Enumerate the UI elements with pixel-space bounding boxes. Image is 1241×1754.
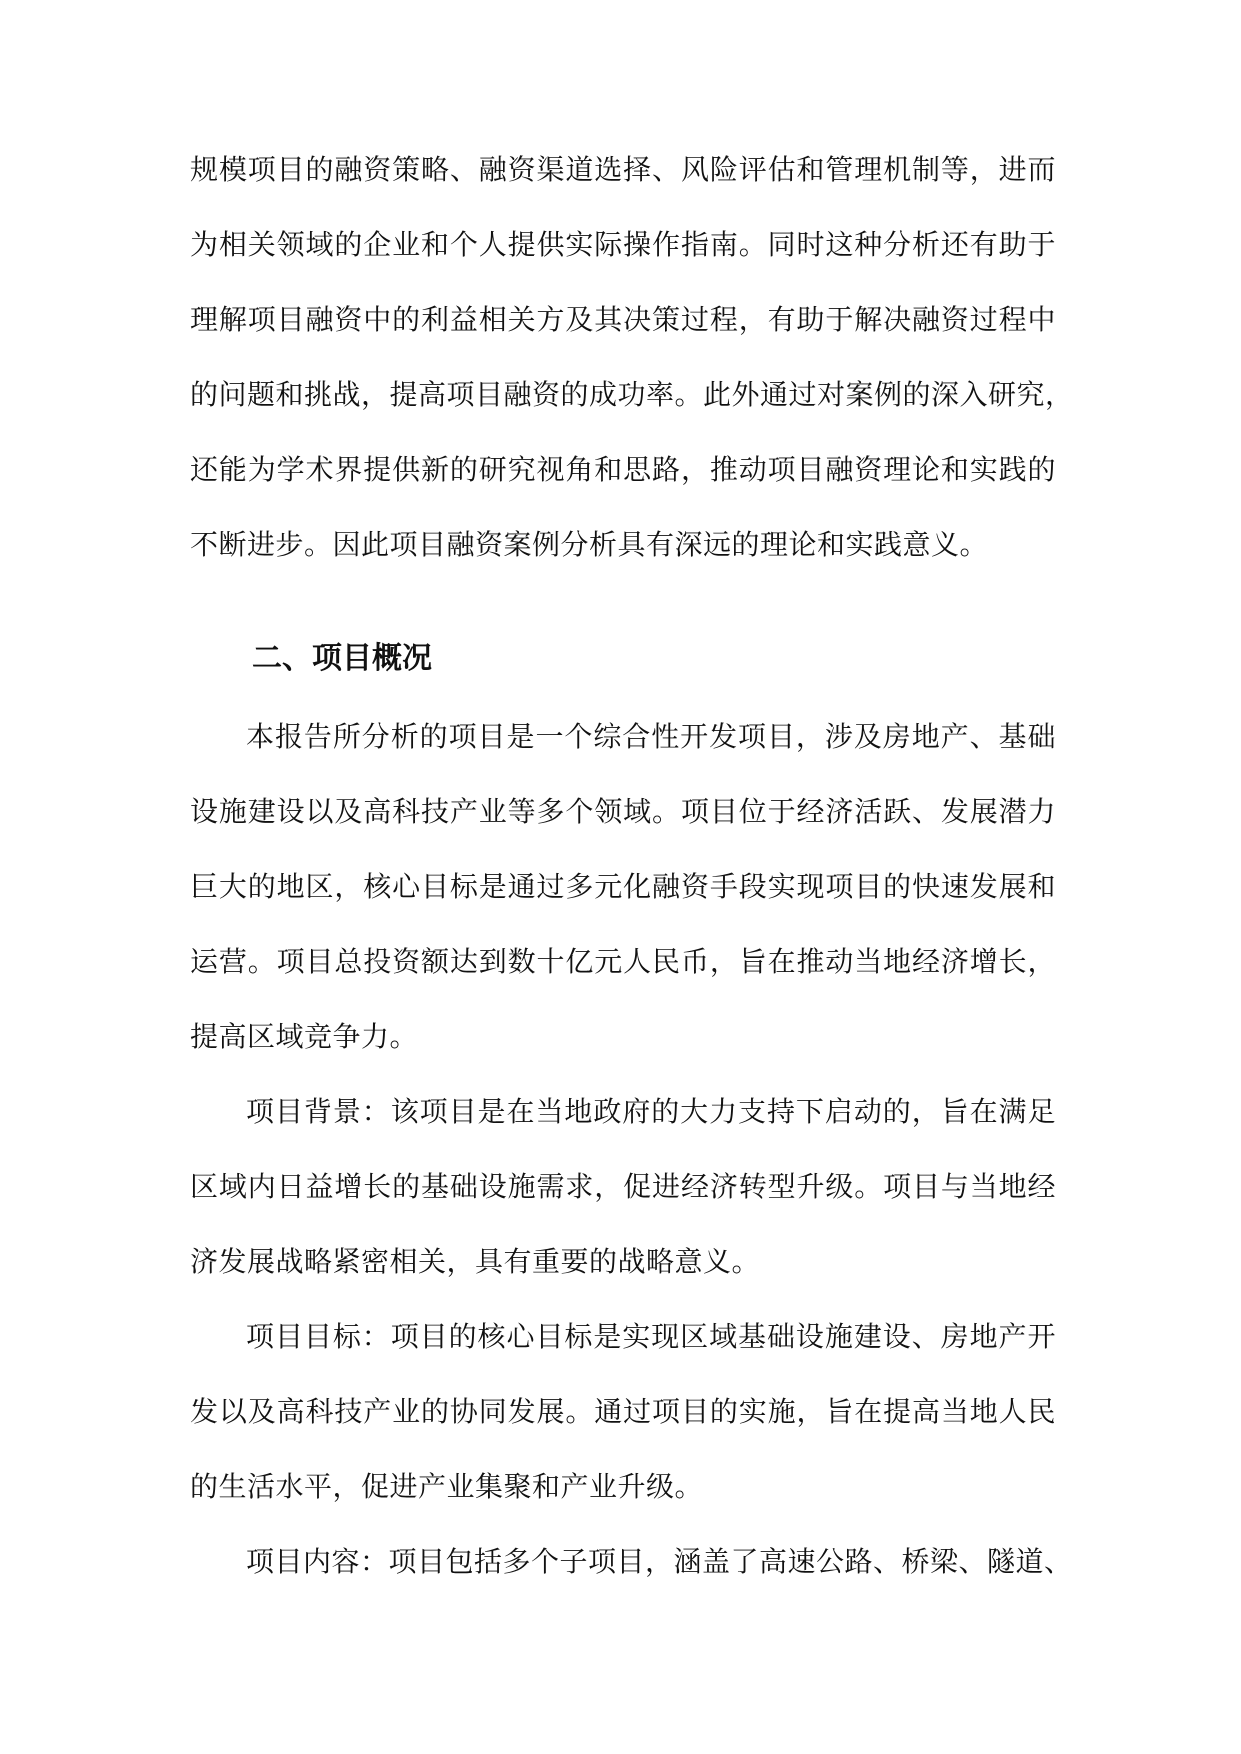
paragraph-line: 项目目标：项目的核心目标是实现区域基础设施建设、房地产开 <box>246 1320 1056 1353</box>
paragraph-line: 规模项目的融资策略、融资渠道选择、风险评估和管理机制等，进而 <box>190 153 1056 186</box>
paragraph-line: 还能为学术界提供新的研究视角和思路，推动项目融资理论和实践的 <box>190 453 1056 486</box>
paragraph-line: 为相关领域的企业和个人提供实际操作指南。同时这种分析还有助于 <box>190 228 1056 261</box>
paragraph-line: 设施建设以及高科技产业等多个领域。项目位于经济活跃、发展潜力 <box>190 795 1056 828</box>
paragraph-line: 运营。项目总投资额达到数十亿元人民币，旨在推动当地经济增长， <box>190 945 1056 978</box>
paragraph-line: 项目内容：项目包括多个子项目，涵盖了高速公路、桥梁、隧道、 <box>246 1545 1073 1578</box>
paragraph-line: 的问题和挑战，提高项目融资的成功率。此外通过对案例的深入研究， <box>190 378 1074 411</box>
paragraph-line: 的生活水平，促进产业集聚和产业升级。 <box>190 1470 704 1503</box>
paragraph-line: 项目背景：该项目是在当地政府的大力支持下启动的，旨在满足 <box>246 1095 1056 1128</box>
paragraph-line: 巨大的地区，核心目标是通过多元化融资手段实现项目的快速发展和 <box>190 870 1056 903</box>
paragraph-line: 不断进步。因此项目融资案例分析具有深远的理论和实践意义。 <box>190 528 989 561</box>
paragraph-line: 区域内日益增长的基础设施需求，促进经济转型升级。项目与当地经 <box>190 1170 1056 1203</box>
paragraph-line: 理解项目融资中的利益相关方及其决策过程，有助于解决融资过程中 <box>190 303 1056 336</box>
paragraph-line: 本报告所分析的项目是一个综合性开发项目，涉及房地产、基础 <box>246 720 1056 753</box>
paragraph-line: 提高区域竞争力。 <box>190 1020 419 1053</box>
section-heading: 二、项目概况 <box>252 641 432 676</box>
paragraph-line: 发以及高科技产业的协同发展。通过项目的实施，旨在提高当地人民 <box>190 1395 1056 1428</box>
paragraph-line: 济发展战略紧密相关，具有重要的战略意义。 <box>190 1245 761 1278</box>
